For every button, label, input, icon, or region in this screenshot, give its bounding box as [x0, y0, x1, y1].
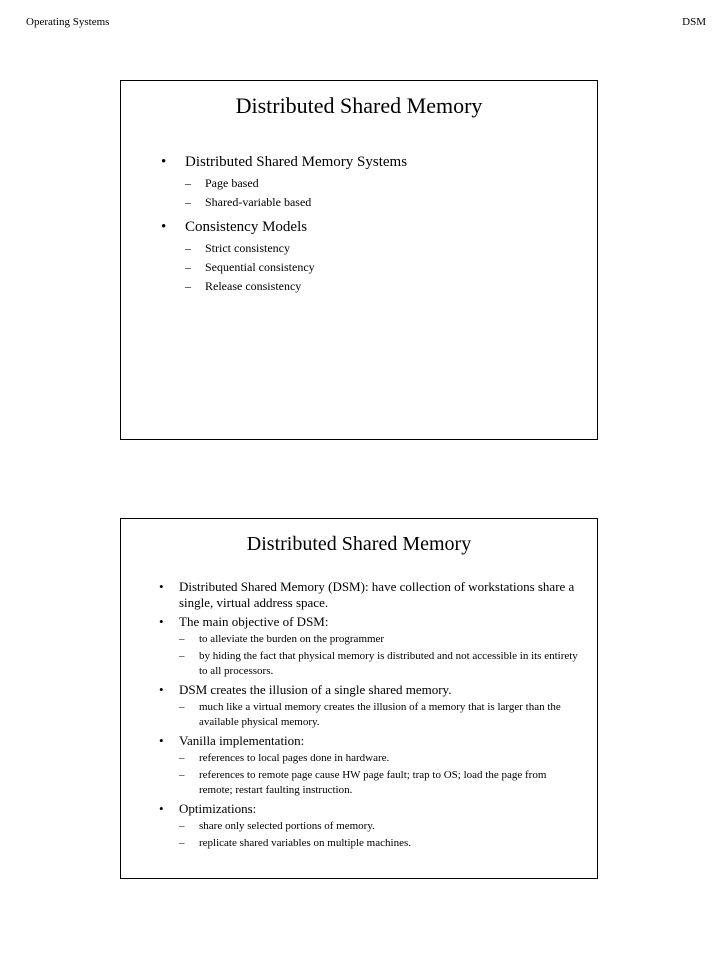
slide-1-bullets: [161, 153, 581, 302]
sub-bullet-text: references to local pages done in hardware.: [199, 752, 390, 764]
sub-bullet-dash: –: [179, 752, 185, 764]
sub-bullet-text: much like a virtual memory creates the illusion of a memory that is larger than the available physical memory.: [199, 701, 561, 728]
sub-bullet-dash: –: [185, 195, 191, 209]
bullet-dot: •: [159, 801, 164, 816]
sub-bullet-item: [179, 700, 579, 730]
bullet-item: [161, 218, 581, 296]
sub-bullet-item: [185, 193, 581, 212]
sub-bullet-item: [179, 768, 579, 798]
sub-bullet-text: Shared-variable based: [205, 195, 312, 209]
bullet-item: [159, 682, 579, 730]
sub-bullet-text: by hiding the fact that physical memory is distributed and not accessible in its entirety to all processors.: [199, 650, 578, 677]
slide-1: [120, 80, 598, 440]
sub-bullet-text: Strict consistency: [205, 241, 290, 255]
sub-bullet-dash: –: [185, 279, 191, 293]
sub-bullet-text: Release consistency: [205, 279, 302, 293]
sub-bullet-item: [179, 836, 579, 851]
bullet-text: Optimizations:: [179, 801, 257, 816]
bullet-text: Vanilla implementation:: [179, 733, 305, 748]
sub-bullet-text: to alleviate the burden on the programmer: [199, 633, 385, 645]
sub-bullet-item: [179, 819, 579, 834]
sub-bullet-dash: –: [185, 176, 191, 190]
bullet-dot: •: [161, 219, 167, 235]
header-left: Operating Systems: [26, 16, 110, 28]
bullet-text: Consistency Models: [185, 219, 308, 235]
sub-bullet-dash: –: [179, 701, 185, 713]
sub-bullet-dash: –: [179, 820, 185, 832]
slide-2: [120, 518, 598, 879]
bullet-dot: •: [161, 154, 167, 170]
bullet-dot: •: [159, 733, 164, 748]
sub-bullet-dash: –: [179, 633, 185, 645]
bullet-text: Distributed Shared Memory Systems: [185, 154, 408, 170]
bullet-item: [161, 153, 581, 212]
sub-bullet-text: Sequential consistency: [205, 260, 315, 274]
sub-bullet-dash: –: [179, 837, 185, 849]
slide-1-title: Distributed Shared Memory: [235, 93, 483, 118]
sub-bullet-dash: –: [179, 650, 185, 662]
sub-bullet-item: [185, 277, 581, 296]
slide-2-bullets: [159, 579, 579, 854]
sub-bullet-item: [185, 174, 581, 193]
header-right: DSM: [682, 16, 706, 28]
sub-bullet-text: Page based: [205, 176, 259, 190]
bullet-dot: •: [159, 579, 164, 594]
sub-bullet-item: [179, 649, 579, 679]
bullet-dot: •: [159, 614, 164, 629]
bullet-item: [159, 579, 579, 611]
bullet-item: [159, 614, 579, 679]
sub-bullet-dash: –: [185, 241, 191, 255]
sub-bullet-dash: –: [179, 769, 185, 781]
sub-bullet-item: [185, 258, 581, 277]
sub-bullet-text: references to remote page cause HW page fault; trap to OS; load the page from remote; restart faulting instruction.: [199, 769, 547, 796]
bullet-text: The main objective of DSM:: [179, 614, 329, 629]
sub-bullet-text: share only selected portions of memory.: [199, 820, 375, 832]
sub-bullet-item: [179, 632, 579, 647]
bullet-text: DSM creates the illusion of a single shared memory.: [179, 682, 452, 697]
bullet-text: Distributed Shared Memory (DSM): have collection of workstations share a single, virtual address space.: [179, 579, 575, 610]
bullet-item: [159, 733, 579, 798]
sub-bullet-dash: –: [185, 260, 191, 274]
slide-2-title: Distributed Shared Memory: [246, 533, 472, 555]
sub-bullet-text: replicate shared variables on multiple machines.: [199, 837, 411, 849]
sub-bullet-item: [179, 751, 579, 766]
bullet-dot: •: [159, 682, 164, 697]
bullet-item: [159, 801, 579, 851]
sub-bullet-item: [185, 239, 581, 258]
